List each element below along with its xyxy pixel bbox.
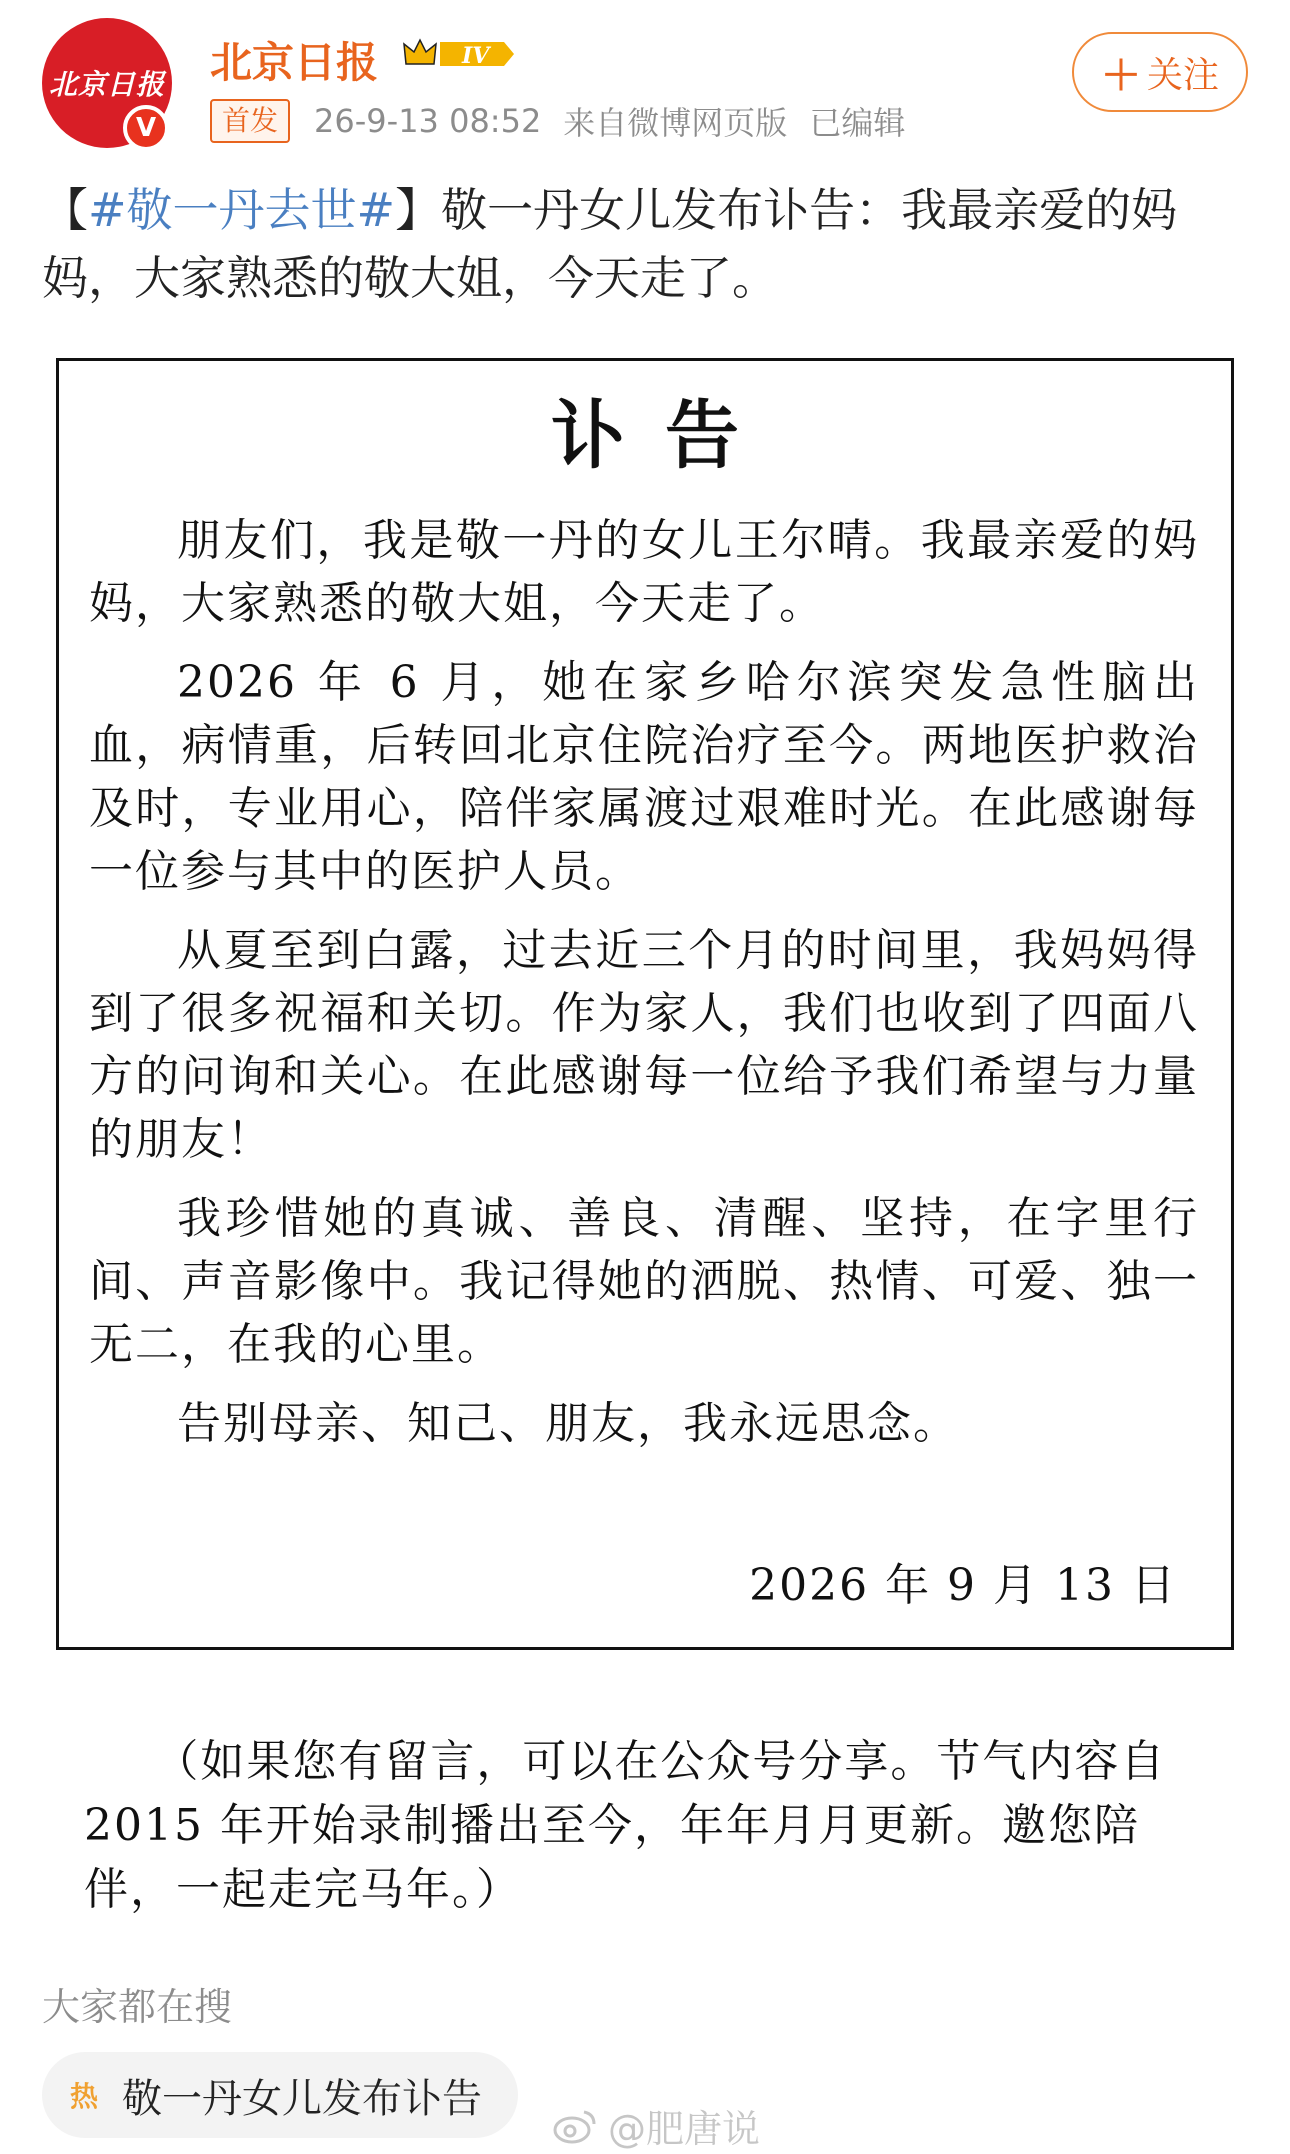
follow-label: 关注 [1146,54,1219,96]
avatar-logo-text: 北京日报 [48,68,165,101]
notice-paragraph: 我珍惜她的真诚、善良、清醒、坚持，在字里行间、声音影像中。我记得她的洒脱、热情、可爱、独一无二，在我的心里。 [89,1193,1199,1370]
verified-icon: V [123,105,169,151]
vip-level-text: IV [462,43,490,69]
watermark-text: @肥唐说 [608,2107,761,2151]
account-name[interactable]: 北京日报 [210,38,379,87]
watermark [552,2098,760,2153]
bracket-open: 【 [42,183,88,237]
first-publish-badge: 首发 [210,99,290,143]
post-meta [210,98,905,144]
hashtag-link[interactable]: #敬一丹去世# [88,183,396,237]
weibo-logo-icon [552,2106,600,2146]
hot-search-icon: 热 [69,2080,98,2113]
notice-paragraph: 告别母亲、知己、朋友，我永远思念。 [177,1398,959,1449]
trending-search-text: 敬一丹女儿发布讣告 [122,2075,482,2122]
post-body: 敬一丹女儿发布讣告：我最亲爱的妈妈，大家熟悉的敬大姐，今天走了。 [42,183,1178,305]
follow-button[interactable] [1072,32,1248,112]
post-timestamp: 26-9-13 08:52 [314,102,542,140]
post-source: 来自微博网页版 [563,104,788,142]
notice-date: 2026 年 9 月 13 日 [749,1560,1177,1611]
bracket-close: 】 [395,183,442,237]
notice-title: 讣告 [551,393,779,479]
notice-paragraph: 2026 年 6 月，她在家乡哈尔滨突发急性脑出血，病情重，后转回北京住院治疗至今。两地医护救治及时，专业用心，陪伴家属渡过艰难时光。在此感谢每一位参与其中的医护人员。 [89,657,1199,897]
notice-paragraph: 从夏至到白露，过去近三个月的时间里，我妈妈得到了很多祝福和关切。作为家人，我们也收到了四面八方的问询和关心。在此感谢每一位给予我们希望与力量的朋友！ [89,925,1199,1165]
plus-icon: ＋ [1100,52,1141,99]
obituary-image[interactable] [56,358,1234,1650]
post-text [42,176,1252,312]
trending-search-chip[interactable] [42,2052,518,2138]
notice-paragraph: 朋友们，我是敬一丹的女儿王尔晴。我最亲爱的妈妈，大家熟悉的敬大姐，今天走了。 [89,515,1199,629]
trending-search-heading: 大家都在搜 [42,1985,233,2029]
footnote-text: （如果您有留言，可以在公众号分享。节气内容自 2015 年开始录制播出至今，年年月月更新。邀您陪伴，一起走完马年。） [84,1736,1167,1915]
vip-crown-icon [400,34,518,74]
edited-label: 已编辑 [809,104,906,142]
notice-body [89,509,1199,1471]
